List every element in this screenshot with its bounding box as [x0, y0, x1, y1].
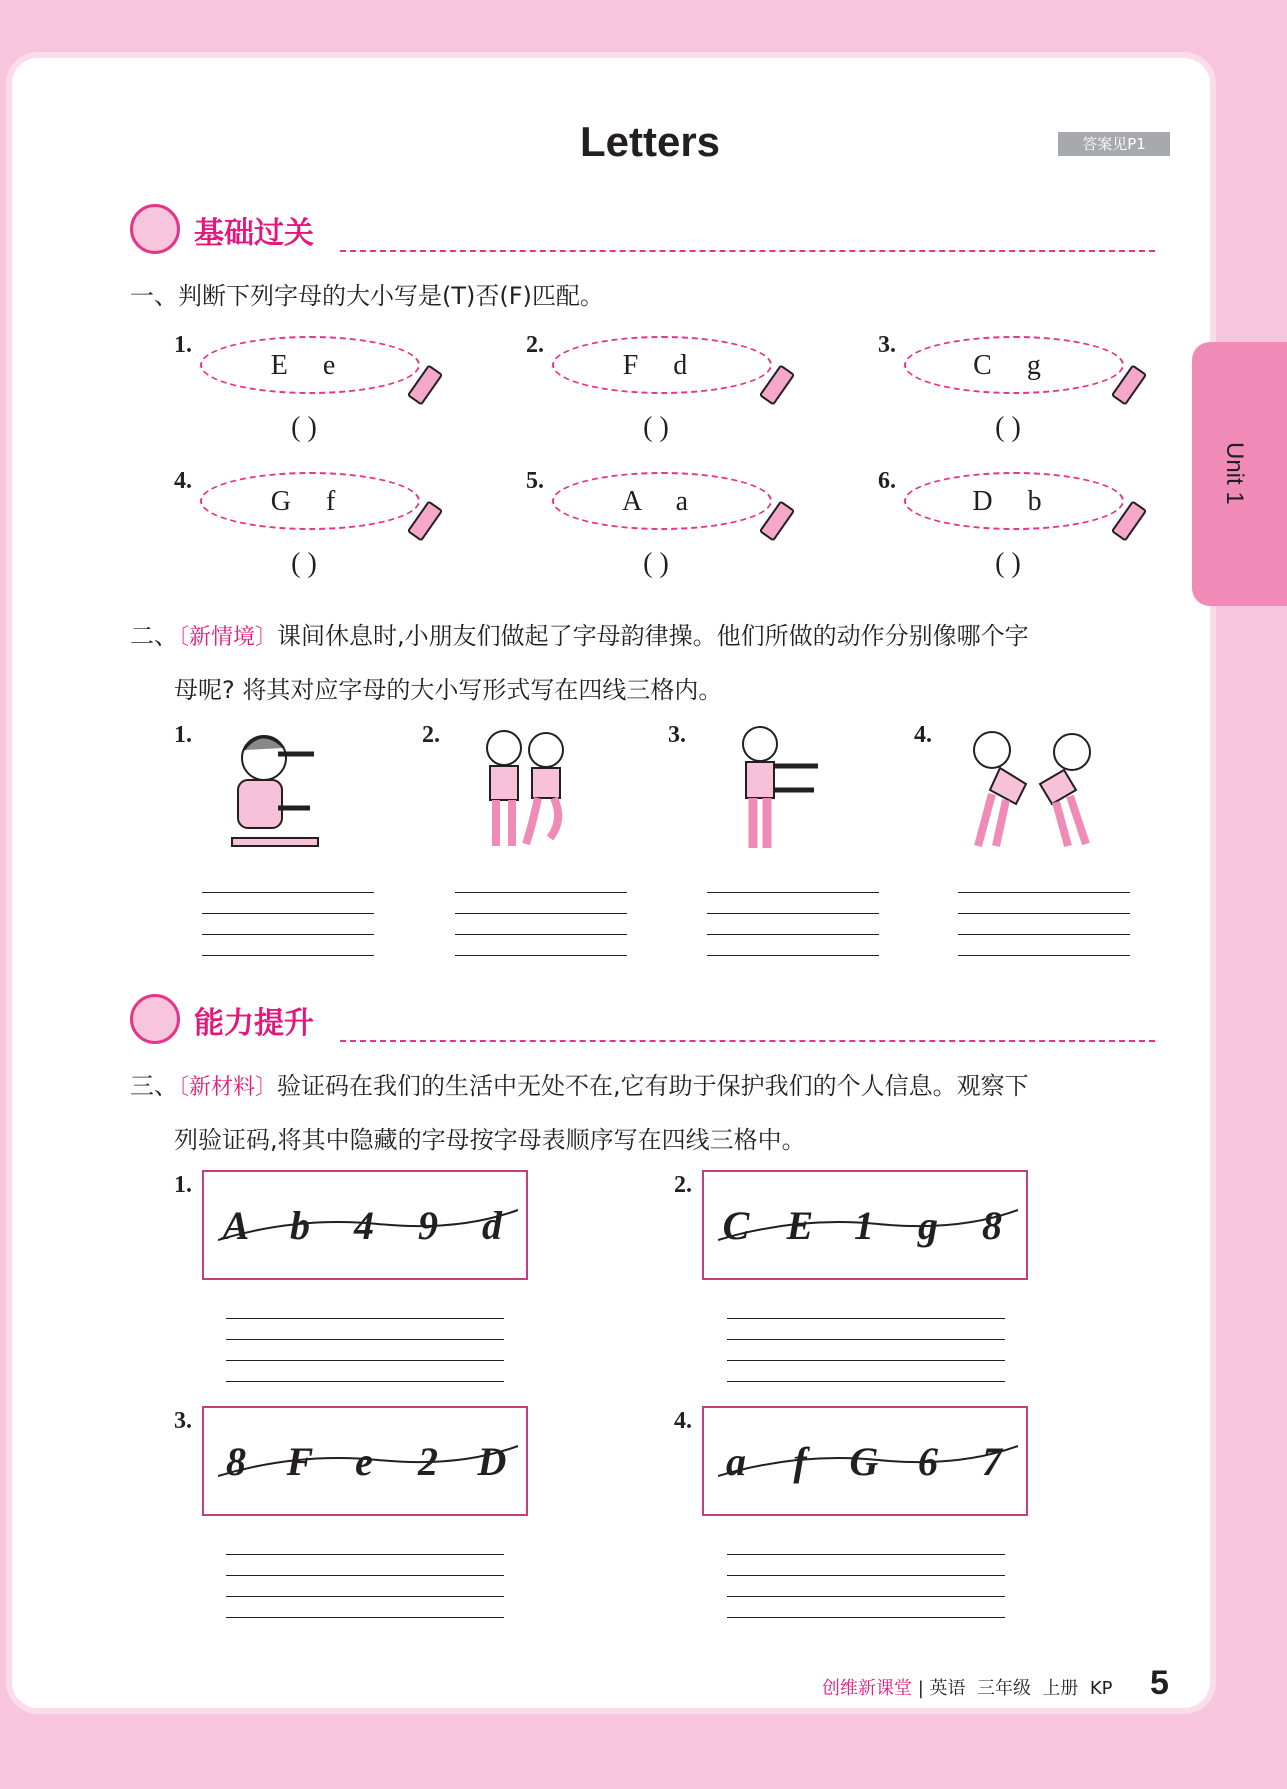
section2-divider — [340, 1040, 1155, 1042]
letter-pair: C g — [973, 350, 1055, 381]
captcha-char: 4 — [354, 1203, 374, 1248]
captcha-char: E — [786, 1203, 814, 1248]
footer-book-info: 创维新课堂 | 英语 三年级 上册 KP — [822, 1678, 1113, 1699]
footer-brand: 创维新课堂 — [822, 1678, 912, 1699]
writing-lines[interactable] — [226, 1554, 504, 1618]
q1-prompt: 一、判断下列字母的大小写是(T)否(F)匹配。 — [130, 282, 604, 310]
q3-prompt-line2: 列验证码,将其中隐藏的字母按字母表顺序写在四线三格中。 — [174, 1126, 806, 1154]
child-standing-arms-out-figure — [720, 720, 840, 860]
letter-pair: F d — [622, 350, 702, 381]
letter-pair: G f — [270, 486, 350, 517]
monkey-icon — [130, 994, 180, 1044]
two-children-standing-figure — [472, 720, 592, 860]
writing-lines[interactable] — [727, 1318, 1005, 1382]
unit-tab-label: Unit 1 — [1221, 442, 1248, 505]
footer-edition: KP — [1089, 1678, 1113, 1699]
captcha-char: 7 — [982, 1439, 1002, 1484]
captcha-code — [704, 1202, 1030, 1249]
q2-item-number: 2. — [422, 722, 440, 748]
q2-prompt-text: 课间休息时,小朋友们做起了字母韵律操。他们所做的动作分别像哪个字 — [277, 622, 1029, 650]
captcha-char: 6 — [918, 1439, 938, 1484]
two-girls-bending-figure — [956, 720, 1116, 860]
captcha-char: D — [477, 1439, 507, 1484]
captcha-char: G — [849, 1439, 879, 1484]
captcha-char: 8 — [982, 1203, 1002, 1248]
q3-item-number: 1. — [174, 1172, 192, 1198]
q1-item-number: 5. — [526, 468, 544, 494]
q2-item-number: 3. — [668, 722, 686, 748]
answer-parentheses[interactable]: ( ) — [291, 412, 317, 443]
q1-item-number: 4. — [174, 468, 192, 494]
answer-parentheses[interactable]: ( ) — [995, 548, 1021, 579]
captcha-char: 8 — [226, 1439, 246, 1484]
captcha-char: 1 — [854, 1203, 874, 1248]
answer-parentheses[interactable]: ( ) — [643, 548, 669, 579]
q2-new-context-tag: 〔新情境〕 — [178, 625, 278, 650]
writing-lines[interactable] — [727, 1554, 1005, 1618]
q2-item-number: 1. — [174, 722, 192, 748]
q3-prefix: 三、 — [130, 1072, 178, 1100]
writing-lines[interactable] — [202, 892, 374, 956]
captcha-char: e — [355, 1439, 373, 1484]
writing-lines[interactable] — [958, 892, 1130, 956]
captcha-box — [202, 1406, 528, 1516]
captcha-char: 2 — [418, 1439, 438, 1484]
captcha-char: C — [722, 1203, 750, 1248]
answer-parentheses[interactable]: ( ) — [291, 548, 317, 579]
section1-heading: 基础过关 — [194, 216, 314, 251]
footer-subject: 英语 — [929, 1678, 966, 1699]
child-sitting-arms-out-figure — [222, 720, 342, 860]
monkey-icon — [130, 204, 180, 254]
captcha-char: a — [726, 1439, 746, 1484]
q1-item-number: 3. — [878, 332, 896, 358]
captcha-box — [702, 1170, 1028, 1280]
letter-pair: E e — [270, 350, 350, 381]
writing-lines[interactable] — [226, 1318, 504, 1382]
section1-divider — [340, 250, 1155, 252]
q3-item-number: 2. — [674, 1172, 692, 1198]
letter-pair: D b — [972, 486, 1056, 517]
page-title: Letters — [579, 118, 721, 165]
q3-prompt-text: 验证码在我们的生活中无处不在,它有助于保护我们的个人信息。观察下 — [277, 1072, 1029, 1100]
q1-item-number: 2. — [526, 332, 544, 358]
answer-parentheses[interactable]: ( ) — [995, 412, 1021, 443]
q3-item-number: 3. — [174, 1408, 192, 1434]
captcha-char: F — [286, 1439, 314, 1484]
captcha-code — [704, 1438, 1030, 1485]
letter-pair: A a — [621, 486, 703, 517]
footer-grade: 三年级 — [976, 1678, 1031, 1699]
q2-item-number: 4. — [914, 722, 932, 748]
writing-lines[interactable] — [707, 892, 879, 956]
q2-prompt-line1 — [130, 616, 1029, 651]
captcha-char: A — [222, 1203, 250, 1248]
q2-prompt-line2: 母呢? 将其对应字母的大小写形式写在四线三格内。 — [174, 676, 723, 704]
captcha-box — [702, 1406, 1028, 1516]
captcha-char: b — [290, 1203, 310, 1248]
answer-reference-badge: 答案见P1 — [1058, 132, 1170, 156]
captcha-char: g — [918, 1203, 938, 1248]
captcha-char: f — [793, 1439, 807, 1484]
unit-tab[interactable] — [1192, 342, 1287, 606]
captcha-char: 9 — [418, 1203, 438, 1248]
captcha-code — [204, 1438, 530, 1485]
q3-item-number: 4. — [674, 1408, 692, 1434]
q3-new-material-tag: 〔新材料〕 — [178, 1075, 278, 1100]
page-number: 5 — [1150, 1664, 1169, 1702]
q2-prefix: 二、 — [130, 622, 178, 650]
q1-item-number: 1. — [174, 332, 192, 358]
captcha-char: d — [482, 1203, 502, 1248]
captcha-code — [204, 1202, 530, 1249]
answer-parentheses[interactable]: ( ) — [643, 412, 669, 443]
section2-heading: 能力提升 — [194, 1006, 314, 1041]
writing-lines[interactable] — [455, 892, 627, 956]
captcha-box — [202, 1170, 528, 1280]
q3-prompt-line1 — [130, 1066, 1029, 1101]
q1-item-number: 6. — [878, 468, 896, 494]
footer-volume: 上册 — [1042, 1678, 1079, 1699]
